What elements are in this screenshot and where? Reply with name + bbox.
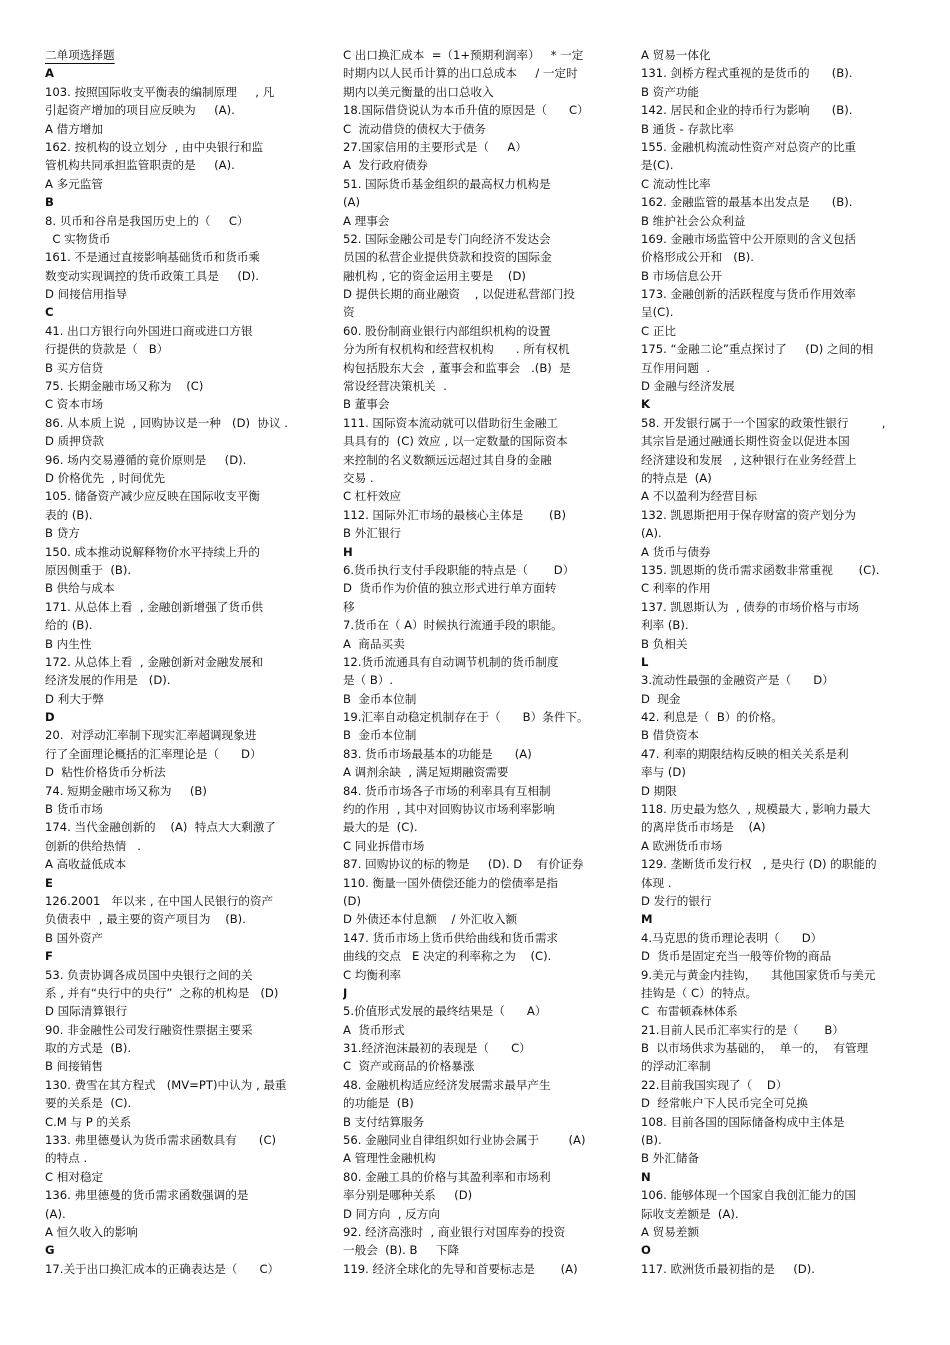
text-line: 4.马克思的货币理论表明（ D） xyxy=(641,930,823,945)
text-line: D 价格优先 , 时间优先 xyxy=(45,470,166,485)
text-line: D 提供长期的商业融资 , 以促进私营部门投 xyxy=(343,287,575,302)
text-line: 12.货币流通具有自动调节机制的货币制度 xyxy=(343,654,559,669)
text-line: 175. “金融二论”重点探讨了 (D) 之间的相 xyxy=(641,342,874,357)
text-line: B 借贷资本 xyxy=(641,728,700,743)
text-line: 108. 目前各国的国际储备构成中主体是 xyxy=(641,1114,845,1129)
text-line: 是(C). xyxy=(641,158,674,173)
text-line: 136. 弗里德曼的货币需求函数强调的是 xyxy=(45,1188,249,1203)
text-line: 19.汇率自动稳定机制存在于（ B）条件下。 xyxy=(343,710,589,725)
text-line: C 实物货币 xyxy=(45,231,111,246)
text-line: 取的方式是 (B). xyxy=(45,1041,132,1056)
section-letter-heading: K xyxy=(641,397,650,412)
text-line: 48. 金融机构适应经济发展需求最早产生 xyxy=(343,1077,551,1092)
text-line: A 贸易差额 xyxy=(641,1225,699,1239)
text-line: B 金币本位制 xyxy=(343,728,417,743)
text-line: 数变动实现调控的货币政策工具是 (D). xyxy=(45,268,259,283)
text-line: D 利大于弊 xyxy=(45,691,104,706)
section-letter-heading: G xyxy=(45,1243,55,1258)
section-letter-heading: B xyxy=(45,195,54,210)
text-line: 51. 国际货币基金组织的最高权力机构是 xyxy=(343,176,551,191)
text-line: (A). xyxy=(641,526,662,541)
text-line: A 高收益低成本 xyxy=(45,857,127,872)
text-line: 时期内以人民币计算的出口总成本 / 一定时 xyxy=(343,66,578,81)
text-line: B 董事会 xyxy=(343,397,390,412)
text-line: 率与 (D) xyxy=(641,765,686,780)
text-line: 行了全面理论概括的汇率理论是（ D） xyxy=(45,746,262,761)
text-line: 132. 凯恩斯把用于保存财富的资产划分为 xyxy=(641,507,857,522)
text-line: D 期限 xyxy=(641,783,677,798)
text-line: 173. 金融创新的活跃程度与货币作用效率 xyxy=(641,287,857,302)
text-line: D 经常帐户下人民币完全可兑换 xyxy=(641,1096,809,1111)
text-line: 131. 剑桥方程式重视的是货币的 (B). xyxy=(641,66,853,81)
section-letter-heading: L xyxy=(641,654,649,669)
text-line: C.M 与 P 的关系 xyxy=(45,1114,132,1129)
text-line: 资 xyxy=(343,305,355,320)
text-line: 曲线的交点 E 决定的利率称之为 (C). xyxy=(343,949,552,964)
text-line: B 内生性 xyxy=(45,636,92,651)
text-line: A 恒久收入的影响 xyxy=(45,1225,138,1239)
text-line: 表的 (B). xyxy=(45,507,93,522)
text-line: 155. 金融机构流动性资产对总资产的比重 xyxy=(641,139,857,154)
text-line: 133. 弗里德曼认为货币需求函数具有 (C) xyxy=(45,1133,277,1148)
text-line: A 欧洲货币市场 xyxy=(641,838,723,853)
text-line: B 负相关 xyxy=(641,636,688,651)
text-line: 83. 货币市场最基本的功能是 (A) xyxy=(343,746,532,761)
text-line: 119. 经济全球化的先导和首要标志是 (A) xyxy=(343,1261,578,1276)
text-line: C 流动借贷的债权大于债务 xyxy=(343,121,486,136)
text-line: 的功能是 (B) xyxy=(343,1096,414,1111)
text-line: 体现 . xyxy=(641,875,672,890)
text-line: 103. 按照国际收支平衡表的编制原理 , 凡 xyxy=(45,84,275,99)
text-line: 42. 利息是（ B）的价格。 xyxy=(641,710,783,725)
text-line: 常设经营决策机关 . xyxy=(343,379,447,394)
text-line: A 借方增加 xyxy=(45,121,103,136)
text-line: B 市场信息公开 xyxy=(641,268,723,283)
text-line: 呈(C). xyxy=(641,305,674,320)
text-line: C 相对稳定 xyxy=(45,1169,104,1184)
text-line: 员国的私营企业提供贷款和投资的国际金 xyxy=(343,250,552,265)
section-letter-heading: M xyxy=(641,912,653,927)
text-line: 86. 从本质上说 , 回购协议是一种 (D) 协议 . xyxy=(45,415,288,430)
text-line: 9.美元与黄金内挂钩， 其他国家货币与美元 xyxy=(641,967,876,982)
text-line: D 货币是固定充当一般等价物的商品 xyxy=(641,949,832,964)
text-line: (B). xyxy=(641,1133,662,1148)
text-line: D 金融与经济发展 xyxy=(641,379,735,394)
text-line: 的浮动汇率制 xyxy=(641,1059,711,1074)
text-line: 60. 股份制商业银行内部组织机构的设置 xyxy=(343,323,551,338)
text-line: 112. 国际外汇市场的最核心主体是 (B) xyxy=(343,507,567,522)
text-line: A 货币形式 xyxy=(343,1022,405,1037)
text-line: 169. 金融市场监管中公开原则的含义包括 xyxy=(641,231,857,246)
section-letter-heading: F xyxy=(45,949,53,964)
text-line: 际收支差额是 (A). xyxy=(641,1206,739,1221)
text-line: 挂钩是（ C）的特点。 xyxy=(641,985,758,1000)
text-line: D 货币作为价值的独立形式进行单方面转 xyxy=(343,581,557,596)
text-line: B 资产功能 xyxy=(641,84,700,99)
text-line: B 供给与成本 xyxy=(45,581,115,596)
section-letter-heading: C xyxy=(45,305,54,320)
text-line: A 发行政府债券 xyxy=(343,158,428,173)
text-line: 负债表中 , 最主要的资产项目为 (B). xyxy=(45,912,246,927)
text-line: 118. 历史最为悠久 , 规模最大 , 影响力最大 xyxy=(641,802,871,817)
section-letter-heading: H xyxy=(343,544,353,559)
text-line: 行提供的贷款是（ B） xyxy=(45,342,169,357)
text-line: 20. 对浮动汇率制下现实汇率超调现象进 xyxy=(45,728,257,743)
text-line: A 不以盈利为经营目标 xyxy=(641,489,757,504)
text-line: B 维护社会公众利益 xyxy=(641,213,746,228)
text-line: 具具有的 (C) 效应 , 以一定数量的国际资本 xyxy=(343,434,568,449)
text-line: 172. 从总体上看 , 金融创新对金融发展和 xyxy=(45,654,264,669)
text-line: 管机构共同承担监管职责的是 (A). xyxy=(45,158,235,173)
text-line: 129. 垄断货币发行权 , 是央行 (D) 的职能的 xyxy=(641,857,877,872)
text-line: 原因侧重于 (B). xyxy=(45,562,132,577)
text-line: 约的作用 , 其中对回购协议市场利率影响 xyxy=(343,802,555,817)
text-line: 106. 能够体现一个国家自我创汇能力的国 xyxy=(641,1188,857,1203)
section-letter-heading: E xyxy=(45,875,53,890)
text-line: 90. 非金融性公司发行融资性票据主要采 xyxy=(45,1022,253,1037)
text-line: 17.关于出口换汇成本的正确表达是（ C） xyxy=(45,1261,280,1276)
text-line: 18.国际借贷说认为本币升值的原因是（ C） xyxy=(343,103,589,118)
text-line: 75. 长期金融市场又称为 (C) xyxy=(45,379,204,394)
text-line: 47. 利率的期限结构反映的相关关系是利 xyxy=(641,746,849,761)
text-line: 系 , 并有“央行中的央行” 之称的机构是 (D) xyxy=(45,985,279,1000)
text-line: B 贷方 xyxy=(45,526,80,541)
text-line: 引起资产增加的项目应反映为 (A). xyxy=(45,103,235,118)
text-line: C 正比 xyxy=(641,323,676,338)
text-line: 互作用问题 . xyxy=(641,360,711,375)
text-line: B 买方信贷 xyxy=(45,360,104,375)
text-line: C 资本市场 xyxy=(45,397,104,412)
text-line: B 外汇银行 xyxy=(343,526,402,541)
text-line: 融机构 , 它的资金运用主要是 (D) xyxy=(343,268,526,283)
text-line: D 外债还本付息额 / 外汇收入额 xyxy=(343,912,518,927)
text-line: 移 xyxy=(343,599,355,614)
text-line: 给的 (B). xyxy=(45,618,93,633)
text-line: B 通货 - 存款比率 xyxy=(641,121,734,136)
text-line: 期内以美元衡量的出口总收入 xyxy=(343,84,494,99)
column-3 xyxy=(641,46,903,1278)
text-line: 126.2001 年以来 , 在中国人民银行的资产 xyxy=(45,893,274,908)
text-line: D 国际清算银行 xyxy=(45,1004,128,1019)
section-letter-heading: A xyxy=(45,66,54,81)
text-line: 6.货币执行支付手段职能的特点是（ D） xyxy=(343,562,575,577)
text-line: A 贸易一体化 xyxy=(641,48,711,62)
text-line: C 均衡利率 xyxy=(343,967,402,982)
section-letter-heading: D xyxy=(45,710,55,725)
text-line: C 利率的作用 xyxy=(641,581,711,596)
text-line: 92. 经济高涨时 , 商业银行对国库券的投资 xyxy=(343,1225,566,1239)
text-line: 147. 货币市场上货币供给曲线和货币需求 xyxy=(343,930,559,945)
text-line: 53. 负责协调各成员国中央银行之间的关 xyxy=(45,967,253,982)
text-line: 的离岸货币市场是 (A) xyxy=(641,820,766,835)
section-letter-heading: J xyxy=(343,985,348,1000)
text-line: 117. 欧洲货币最初指的是 (D). xyxy=(641,1261,815,1276)
text-line: 80. 金融工具的价格与其盈利率和市场利 xyxy=(343,1169,551,1184)
text-line: C 出口换汇成本 =（1+预期利润率） * 一定 xyxy=(343,48,584,62)
text-line: D 现金 xyxy=(641,691,681,706)
text-line: 创新的供给热情 . xyxy=(45,838,141,853)
text-line: B 国外资产 xyxy=(45,930,104,945)
text-line: C 杠杆效应 xyxy=(343,489,402,504)
text-line: 52. 国际金融公司是专门向经济不发达会 xyxy=(343,231,551,246)
text-line: 162. 按机构的设立划分 , 由中央银行和监 xyxy=(45,139,264,154)
text-line: B 间接销售 xyxy=(45,1059,104,1074)
text-line: 74. 短期金融市场又称为 (B) xyxy=(45,783,207,798)
text-line: 58. 开发银行属于一个国家的政策性银行 , xyxy=(641,415,886,430)
text-line: 的特点是 (A) xyxy=(641,470,712,485)
text-line: 率分别是哪种关系 (D) xyxy=(343,1188,473,1203)
text-line: 其宗旨是通过融通长期性资金以促进本国 xyxy=(641,434,850,449)
text-line: 162. 金融监管的最基本出发点是 (B). xyxy=(641,195,853,210)
text-line: D 间接信用指导 xyxy=(45,287,128,302)
text-line: C 流动性比率 xyxy=(641,176,711,191)
text-line: A 管理性金融机构 xyxy=(343,1151,436,1166)
text-line: 要的关系是 (C). xyxy=(45,1096,132,1111)
text-line: 的特点 . xyxy=(45,1151,88,1166)
text-line: 84. 货币市场各子市场的利率具有互相制 xyxy=(343,783,551,798)
section-letter-heading: N xyxy=(641,1169,651,1184)
text-line: 构包括股东大会 , 董事会和监事会 .(B) 是 xyxy=(343,360,571,375)
text-line: 135. 凯恩斯的货币需求函数非常重视 (C). xyxy=(641,562,880,577)
text-line: 一般会 (B). B 下降 xyxy=(343,1243,460,1258)
text-line: 8. 贝币和谷帛是我国历史上的（ C） xyxy=(45,213,249,228)
text-line: C 资产或商品的价格暴涨 xyxy=(343,1059,475,1074)
text-line: 21.目前人民币汇率实行的是（ B） xyxy=(641,1022,844,1037)
text-line: A 理事会 xyxy=(343,213,390,228)
text-line: 31.经济泡沫最初的表现是（ C） xyxy=(343,1041,531,1056)
text-line: 174. 当代金融创新的 (A) 特点大大剩激了 xyxy=(45,820,276,835)
text-line: A 货币与债券 xyxy=(641,544,711,559)
text-line: B 金币本位制 xyxy=(343,691,417,706)
section-letter-heading: O xyxy=(641,1243,651,1258)
text-line: 价格形成公开和 (B). xyxy=(641,250,754,265)
text-line: A 调剂余缺 , 满足短期融资需要 xyxy=(343,765,509,780)
text-line: 56. 金融同业自律组织如行业协会属于 (A) xyxy=(343,1133,586,1148)
text-line: 来控制的名义数额远远超过其自身的金融 xyxy=(343,452,552,467)
column-2 xyxy=(343,46,605,1278)
text-line: (D) xyxy=(343,893,361,908)
text-line: 96. 场内交易遵循的竟价原则是 (D). xyxy=(45,452,247,467)
section-title: 二单项选择题 xyxy=(45,48,115,62)
text-line: 171. 从总体上看 , 金融创新增强了货币供 xyxy=(45,599,264,614)
text-line: 41. 出口方银行向外国进口商或进口方银 xyxy=(45,323,253,338)
text-line: A 商品买卖 xyxy=(343,636,405,651)
text-line: 105. 储备资产减少应反映在国际收支平衡 xyxy=(45,489,261,504)
text-line: C 布雷顿森林体系 xyxy=(641,1004,738,1019)
text-line: 利率 (B). xyxy=(641,618,689,633)
text-line: D 发行的银行 xyxy=(641,893,712,908)
text-line: 111. 国际资本流动就可以借助衍生金融工 xyxy=(343,415,559,430)
text-line: 最大的是 (C). xyxy=(343,820,418,835)
text-line: B 以市场供求为基础的， 单一的， 有管理 xyxy=(641,1041,869,1056)
text-line: 3.流动性最强的金融资产是（ D） xyxy=(641,673,834,688)
text-line: 是（ B）. xyxy=(343,673,394,688)
text-line: 5.价值形式发展的最终结果是（ A） xyxy=(343,1004,547,1019)
text-line: 经济建设和发展 , 这种银行在业务经营上 xyxy=(641,452,857,467)
text-line: B 支付结算服务 xyxy=(343,1114,425,1129)
text-line: 161. 不是通过直接影响基础货币和货币乘 xyxy=(45,250,261,265)
text-line: 交易 . xyxy=(343,470,374,485)
column-1 xyxy=(45,46,295,1278)
text-line: 137. 凯恩斯认为 , 债券的市场价格与市场 xyxy=(641,599,860,614)
text-line: 27.国家信用的主要形式是（ A） xyxy=(343,139,527,154)
text-line: A 多元监管 xyxy=(45,176,103,191)
text-line: (A). xyxy=(45,1206,66,1221)
text-line: 142. 居民和企业的持币行为影响 (B). xyxy=(641,103,853,118)
text-line: C 同业拆借市场 xyxy=(343,838,425,853)
text-line: 130. 费雪在其方程式 (MV=PT)中认为 , 最重 xyxy=(45,1077,287,1092)
text-line: D 质押贷款 xyxy=(45,434,104,449)
text-line: 110. 衡量一国外债偿还能力的偿债率是指 xyxy=(343,875,559,890)
text-line: 87. 回购协议的标的物是 (D). D 有价证券 xyxy=(343,857,584,872)
text-line: 7.货币在（ A）时候执行流通手段的职能。 xyxy=(343,618,563,633)
text-line: 150. 成本推动说解释物价水平持续上升的 xyxy=(45,544,261,559)
text-line: 经济发展的作用是 (D). xyxy=(45,673,171,688)
text-line: B 货币市场 xyxy=(45,802,104,817)
text-line: (A) xyxy=(343,195,360,210)
text-line: D 同方向 , 反方向 xyxy=(343,1206,440,1221)
text-line: B 外汇储备 xyxy=(641,1151,700,1166)
text-line: 22.目前我国实现了（ D） xyxy=(641,1077,788,1092)
text-line: D 粘性价格货币分析法 xyxy=(45,765,166,780)
text-line: 分为所有权机构和经营权机构 . 所有权机 xyxy=(343,342,570,357)
